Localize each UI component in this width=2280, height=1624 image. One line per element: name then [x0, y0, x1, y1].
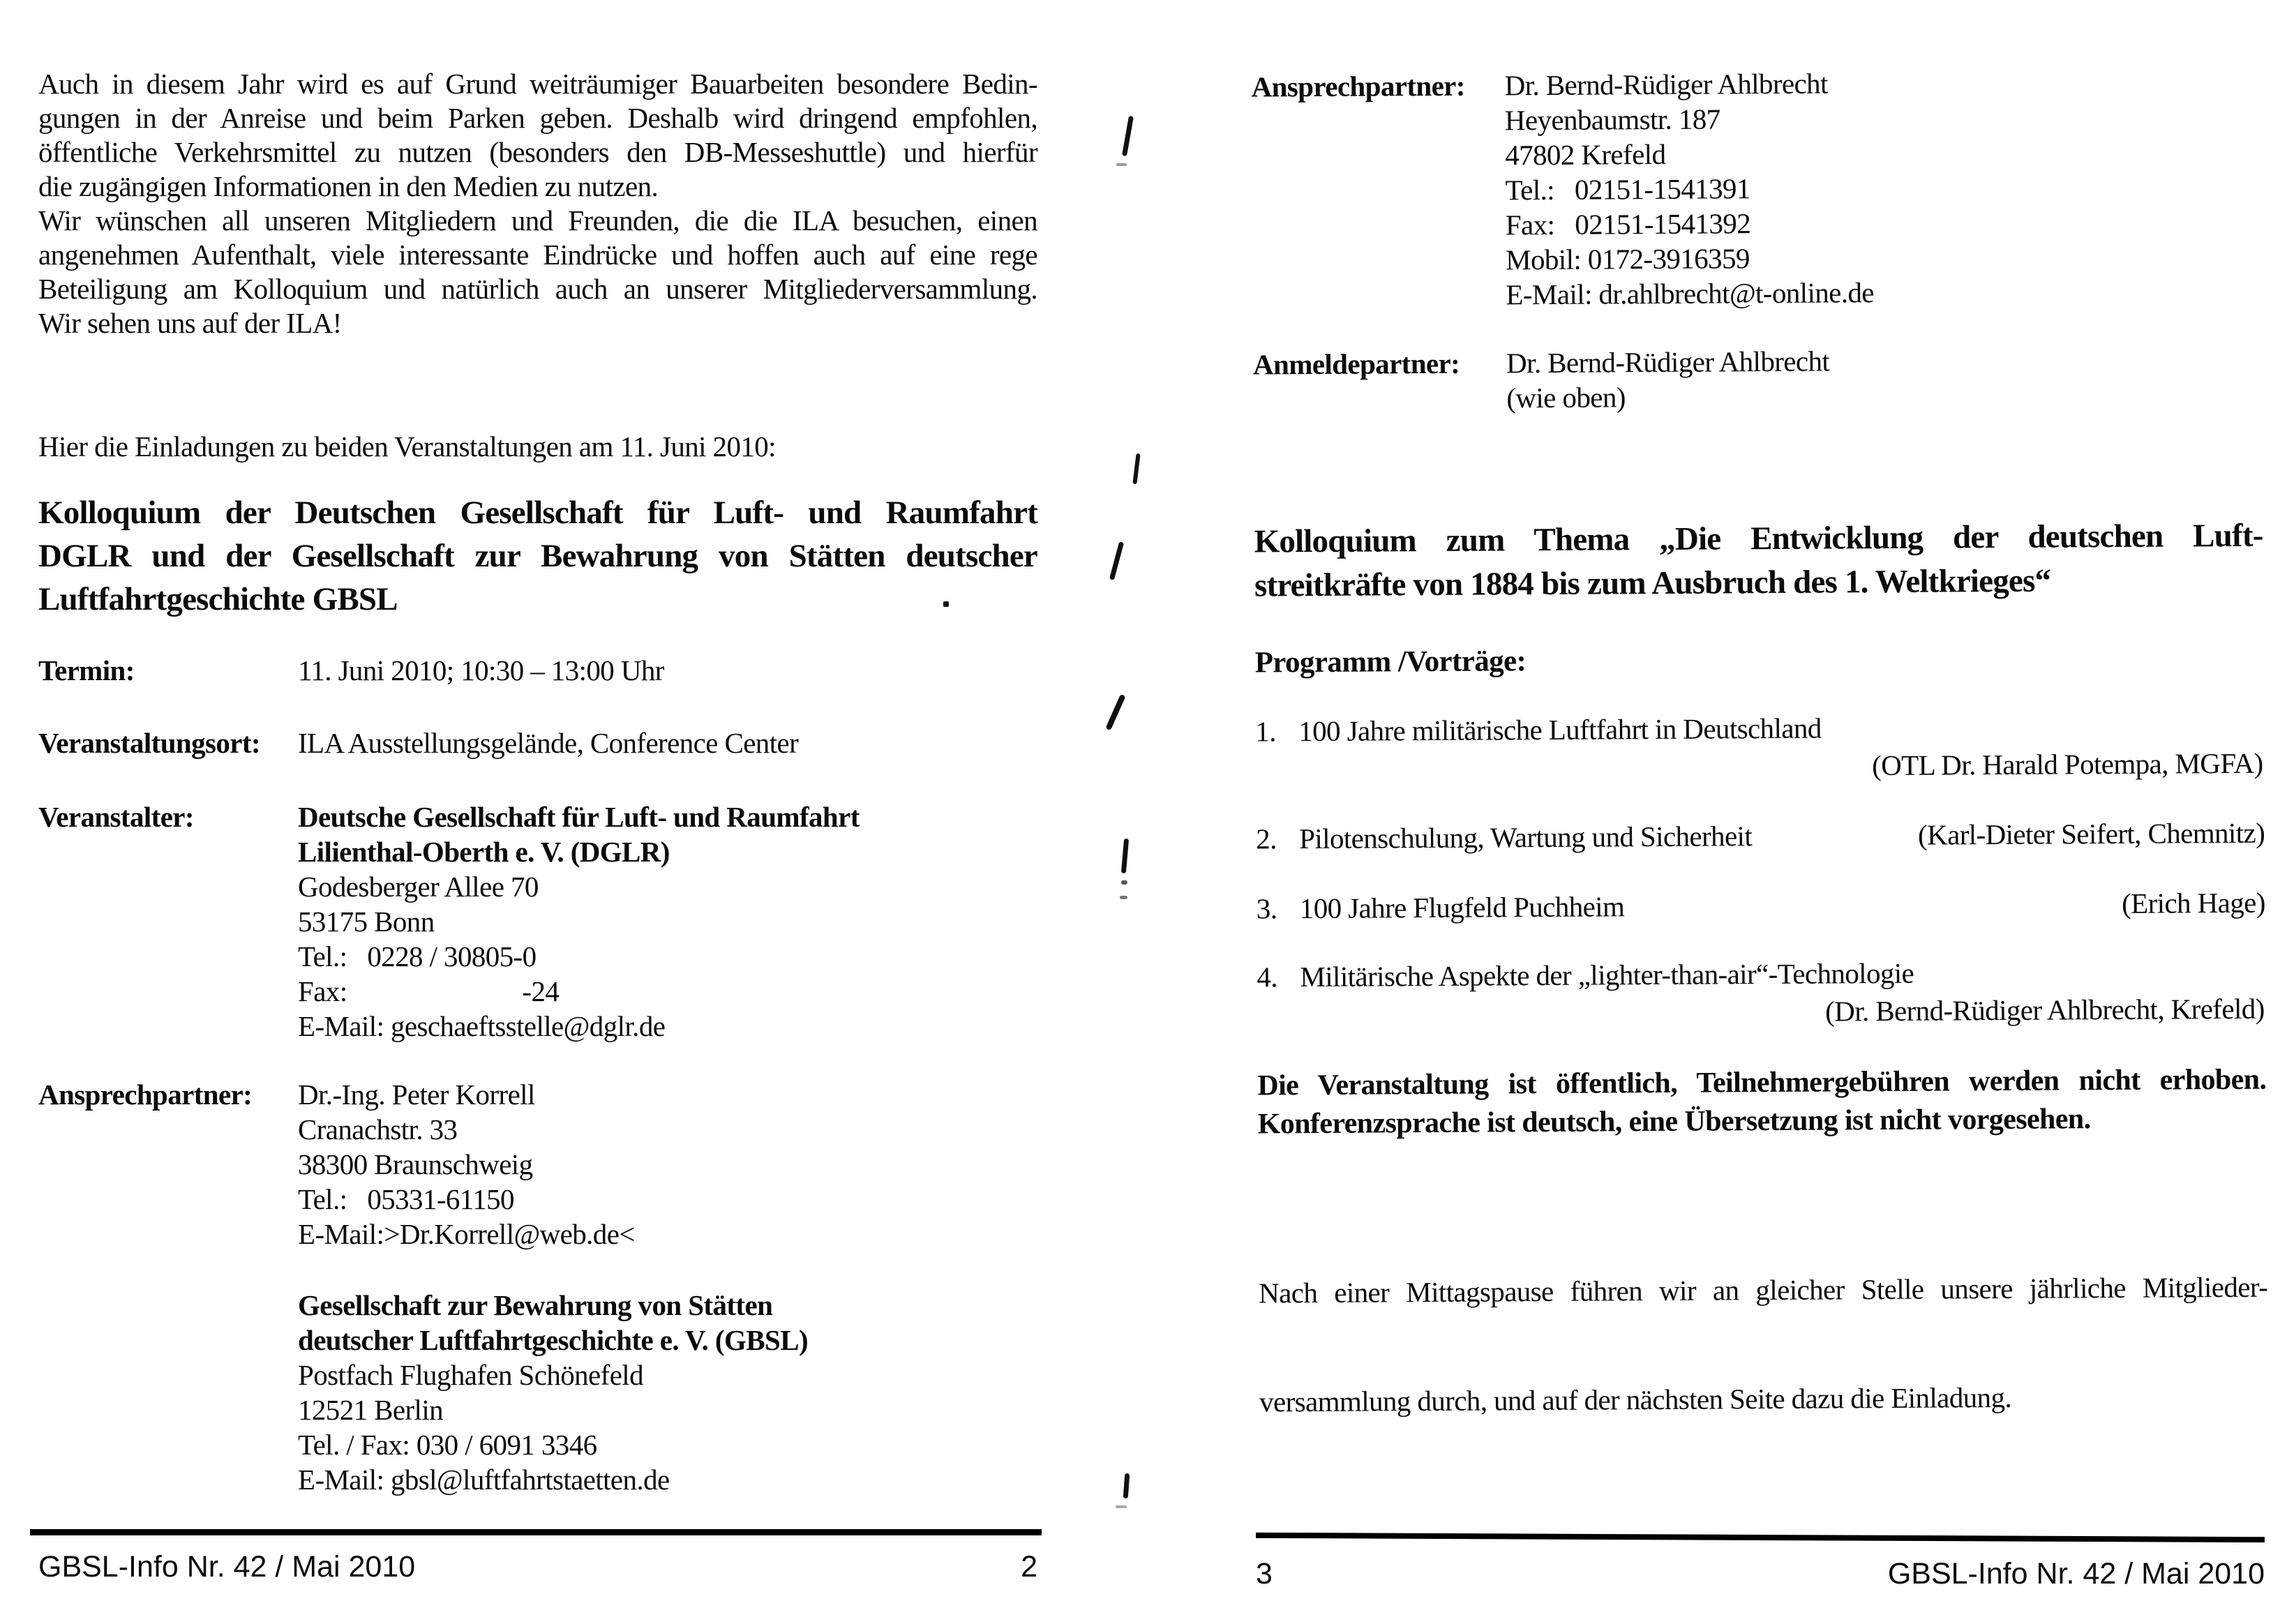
phone-line: Tel. / Fax: 030 / 6091 3346 — [298, 1429, 597, 1461]
contact-name: Dr.-Ing. Peter Korrell — [298, 1078, 535, 1111]
scan-artifact — [1122, 116, 1134, 156]
public-notice — [1257, 1061, 2267, 1144]
talk-title: Militärische Aspekte der „lighter-than-air“-Technologie — [1300, 956, 1914, 993]
scan-artifact-dot — [943, 601, 949, 607]
colloquium-heading — [38, 491, 1037, 621]
veranstalter-label: Veranstalter: — [38, 801, 194, 833]
contact-name: Dr. Bernd-Rüdiger Ahlbrecht — [1506, 345, 1830, 379]
address-line: Postfach Flughafen Schönefeld — [298, 1359, 643, 1391]
closing-paragraph — [1258, 1196, 2269, 1493]
address-line: Godesberger Allee 70 — [298, 871, 539, 903]
ansprechpartner-label: Ansprechpartner: — [1251, 69, 1466, 103]
item-number: 1. — [1255, 715, 1276, 748]
organization-name: Lilienthal-Oberth e. V. (DGLR) — [298, 836, 670, 868]
page-3 — [1251, 0, 2268, 1624]
address-line: Cranachstr. 33 — [298, 1113, 458, 1145]
email-line: E-Mail: gbsl@luftfahrtstaetten.de — [298, 1464, 670, 1496]
scan-artifact — [1121, 839, 1129, 873]
notice-line: Konferenzsprache ist deutsch, eine Übersetzung ist nicht vorgesehen. — [1257, 1103, 2091, 1141]
scan-artifact — [1109, 541, 1124, 580]
organization-name: Gesellschaft zur Bewahrung von Stätten — [298, 1289, 773, 1321]
footer-rule — [30, 1529, 1042, 1535]
talk-title: 100 Jahre Flugfeld Puchheim — [1299, 890, 1625, 925]
heading-line: Luftfahrtgeschichte GBSL — [38, 581, 398, 617]
mobile-line: Mobil: 0172-3916359 — [1506, 242, 1750, 276]
item-number: 3. — [1256, 892, 1277, 925]
fax-line: Fax: 02151-1541392 — [1505, 207, 1751, 241]
veranstaltungsort-value: ILA Ausstellungsgelände, Conference Center — [298, 727, 799, 759]
ansprechpartner-block — [298, 1077, 635, 1251]
veranstaltungsort-label: Veranstaltungsort: — [38, 727, 260, 759]
page-number: 2 — [1021, 1550, 1037, 1584]
paragraph-line: Wir wünschen all unseren Mitgliedern und Freunden, die die ILA besuchen, einen — [38, 204, 1037, 236]
page-footer — [38, 1550, 1037, 1584]
fax-line: Fax: -24 — [298, 975, 560, 1007]
talk-speaker: (Erich Hage) — [2122, 886, 2265, 919]
anmeldepartner-block — [1506, 343, 1830, 415]
phone-line: Tel.: 0228 / 30805-0 — [298, 940, 537, 972]
page-footer — [1256, 1557, 2265, 1591]
paragraph-line: öffentliche Verkehrsmittel zu nutzen (besonders den DB-Messeshuttle) und hierfür — [38, 136, 1037, 168]
contact-name: Dr. Bernd-Rüdiger Ahlbrecht — [1504, 67, 1828, 102]
scan-artifact — [1105, 694, 1125, 731]
paragraph-line: Wir sehen uns auf der ILA! — [38, 307, 342, 339]
termin-value: 11. Juni 2010; 10:30 – 13:00 Uhr — [298, 654, 664, 686]
scan-artifact — [1120, 896, 1127, 899]
intro-paragraph — [38, 67, 1037, 340]
paragraph-line: versammlung durch, und auf der nächsten Seite dazu die Einladung. — [1259, 1381, 2012, 1418]
scan-artifact — [1132, 453, 1140, 484]
page-2 — [38, 0, 1037, 1624]
heading-line: Kolloquium der Deutschen Gesellschaft für Luft- und Raumfahrt — [38, 495, 1037, 531]
ansprechpartner-row — [38, 1077, 1037, 1251]
talk-speaker: (Dr. Bernd-Rüdiger Ahlbrecht, Krefeld) — [1825, 992, 2265, 1028]
scan-artifact — [1123, 1473, 1130, 1498]
item-number: 2. — [1256, 822, 1277, 855]
program-section-label: Programm /Vorträge: — [1254, 645, 1527, 679]
veranstalter-address-block — [298, 799, 860, 1044]
paragraph-line: Nach einer Mittagspause führen wir an gleicher Stelle unsere jährliche Mitglieder- — [1259, 1270, 2268, 1309]
program-item-2 — [1256, 815, 2265, 857]
heading-line: streitkräfte von 1884 bis zum Ausbruch des 1. Weltkrieges“ — [1254, 562, 2051, 604]
ansprechpartner-row — [1251, 63, 2261, 314]
page-3-content — [1251, 0, 2270, 1624]
anmeldepartner-row — [1253, 341, 2263, 417]
address-line: 47802 Krefeld — [1505, 137, 1666, 172]
address-line: 38300 Braunschweig — [298, 1148, 533, 1180]
invitation-line: Hier die Einladungen zu beiden Veranstaltungen am 11. Juni 2010: — [38, 430, 776, 463]
notice-line: Die Veranstaltung ist öffentlich, Teilnehmergebühren werden nicht erhoben. — [1257, 1063, 2267, 1102]
colloquium-thema-heading — [1254, 514, 2263, 608]
page-number: 3 — [1256, 1557, 1273, 1591]
ansprechpartner-block — [1504, 66, 1874, 312]
heading-line: DGLR und der Gesellschaft zur Bewahrung von Stätten deutscher — [38, 538, 1037, 574]
email-line: E-Mail: dr.ahlbrecht@t-online.de — [1506, 276, 1875, 311]
gbsl-address-block — [298, 1288, 1037, 1497]
veranstaltungsort-row — [38, 725, 1037, 760]
program-item-1 — [1255, 708, 2264, 749]
heading-line: Kolloquium zum Thema „Die Entwicklung der deutschen Luft- — [1254, 517, 2263, 560]
paragraph-line: Auch in diesem Jahr wird es auf Grund weiträumiger Bauarbeiten besondere Bedin- — [38, 68, 1037, 100]
footer-issue-text: GBSL-Info Nr. 42 / Mai 2010 — [38, 1550, 416, 1584]
scan-artifact — [1116, 163, 1127, 166]
footer-issue-text: GBSL-Info Nr. 42 / Mai 2010 — [1887, 1557, 2265, 1591]
talk-title: 100 Jahre militärische Luftfahrt in Deutschland — [1298, 712, 1822, 748]
termin-label: Termin: — [38, 654, 135, 686]
talk-speaker: (OTL Dr. Harald Potempa, MGFA) — [1872, 746, 2263, 782]
organization-name: deutscher Luftfahrtgeschichte e. V. (GBSL) — [298, 1324, 808, 1356]
talk-speaker: (Karl-Dieter Seifert, Chemnitz) — [1917, 816, 2265, 851]
address-line: Heyenbaumstr. 187 — [1504, 103, 1720, 137]
talk-title: Pilotenschulung, Wartung und Sicherheit — [1299, 820, 1753, 855]
ansprechpartner-label: Ansprechpartner: — [38, 1078, 253, 1111]
paragraph-line: die zugängigen Informationen in den Medien zu nutzen. — [38, 170, 659, 202]
paragraph-line: angenehmen Aufenthalt, viele interessante Eindrücke und hoffen auch auf eine rege — [38, 239, 1037, 271]
address-line: 53175 Bonn — [298, 905, 435, 938]
address-line: 12521 Berlin — [298, 1394, 444, 1426]
paragraph-line: gungen in der Anreise und beim Parken geben. Deshalb wird dringend empfohlen, — [38, 102, 1037, 134]
paragraph-line: Beteiligung am Kolloquium und natürlich auch an unserer Mitgliederversammlung. — [38, 273, 1037, 305]
program-item-3 — [1257, 885, 2265, 926]
termin-row — [38, 653, 1037, 688]
scan-artifact — [1116, 1505, 1127, 1508]
program-item-4 — [1257, 954, 2265, 995]
anmeldepartner-label: Anmeldepartner: — [1252, 347, 1460, 381]
phone-line: Tel.: 05331-61150 — [298, 1183, 514, 1215]
email-line: E-Mail: geschaeftsstelle@dglr.de — [298, 1010, 666, 1042]
veranstalter-row — [38, 799, 1037, 1044]
email-line: E-Mail:>Dr.Korrell@web.de< — [298, 1218, 635, 1250]
item-number: 4. — [1257, 961, 1278, 993]
organization-name: Deutsche Gesellschaft für Luft- und Raumfahrt — [298, 801, 860, 833]
reference-note: (wie oben) — [1506, 381, 1626, 414]
scan-artifact — [1121, 880, 1127, 885]
phone-line: Tel.: 02151-1541391 — [1505, 172, 1750, 206]
